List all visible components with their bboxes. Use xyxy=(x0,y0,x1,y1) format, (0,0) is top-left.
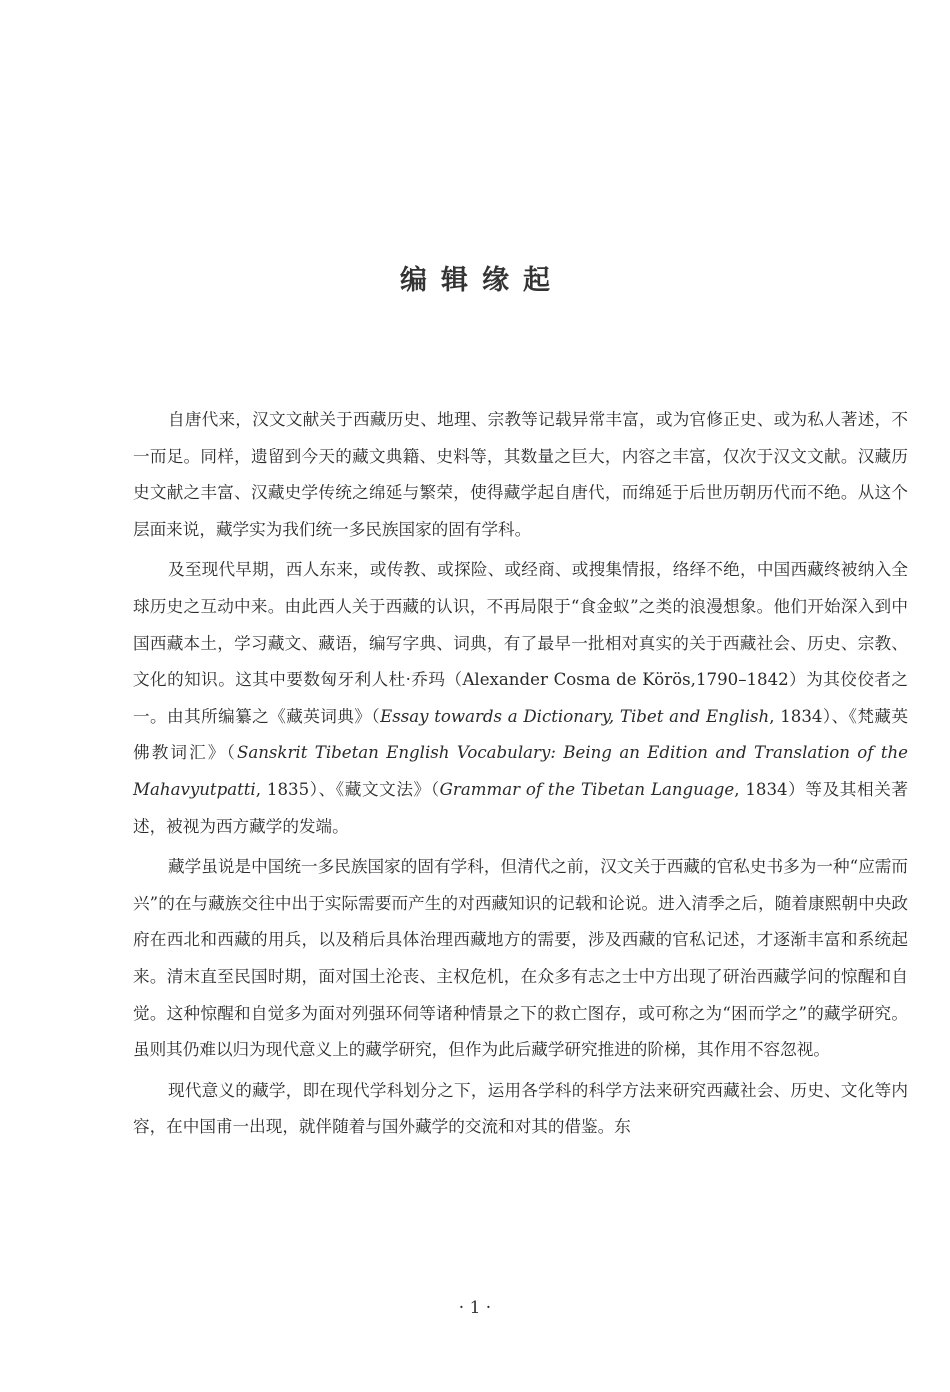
paragraph-2: 及至现代早期，西人东来，或传教、或探险、或经商、或搜集情报，络绎不绝，中国西藏终被纳入全球历史之互动中来。由此西人关于西藏的认识，不再局限于“食金蚁”之类的浪漫想象。他们开始深入到中国西藏本土，学习藏文、藏语，编写字典、词典，有了最早一批相对真实的关于西藏社会、历史、宗教、文化的知识。这其中要数匈牙利人杜·乔玛（Alexander Cosma de Körös,1790–1842）为其佼佼者之一。由其所编纂之《藏英词典》（Essay towards a Dictionary, Tibet and English, 1834）、《梵藏英佛教词汇》（Sanskrit Tibetan English Vocabulary: Being an Edition and Translation of the Mahavyutpatti, 1835）、《藏文文法》（Grammar of the Tibetan Language, 1834）等及其相关著述，被视为西方藏学的发端。 xyxy=(133,560,909,836)
page-title: 编辑缘起 xyxy=(400,265,564,296)
paragraph-1: 自唐代来，汉文文献关于西藏历史、地理、宗教等记载异常丰富，或为官修正史、或为私人著述，不一而足。同样，遗留到今天的藏文典籍、史料等，其数量之巨大，内容之丰富，仅次于汉文文献。汉藏历史文献之丰富、汉藏史学传统之绵延与繁荣，使得藏学起自唐代，而绵延于后世历朝历代而不绝。从这个层面来说，藏学实为我们统一多民族国家的固有学科。 xyxy=(133,410,908,539)
paragraph-3: 藏学虽说是中国统一多民族国家的固有学科，但清代之前，汉文关于西藏的官私史书多为一种“应需而兴”的在与藏族交往中出于实际需要而产生的对西藏知识的记载和论说。进入清季之后，随着康熙朝中央政府在西北和西藏的用兵，以及稍后具体治理西藏地方的需要，涉及西藏的官私记述，才逐渐丰富和系统起来。清末直至民国时期，面对国土沦丧、主权危机，在众多有志之士中方出现了研治西藏学问的惊醒和自觉。这种惊醒和自觉多为面对列强环伺等诸种情景之下的救亡图存，或可称之为“困而学之”的藏学研究。虽则其仍难以归为现代意义上的藏学研究，但作为此后藏学研究推进的阶梯，其作用不容忽视。 xyxy=(133,857,908,1060)
paragraph-4: 现代意义的藏学，即在现代学科划分之下，运用各学科的科学方法来研究西藏社会、历史、文化等内容，在中国甫一出现，就伴随着与国外藏学的交流和对其的借鉴。东 xyxy=(133,1080,908,1137)
page-number: · 1 · xyxy=(458,1298,492,1318)
body-text xyxy=(133,402,908,1150)
